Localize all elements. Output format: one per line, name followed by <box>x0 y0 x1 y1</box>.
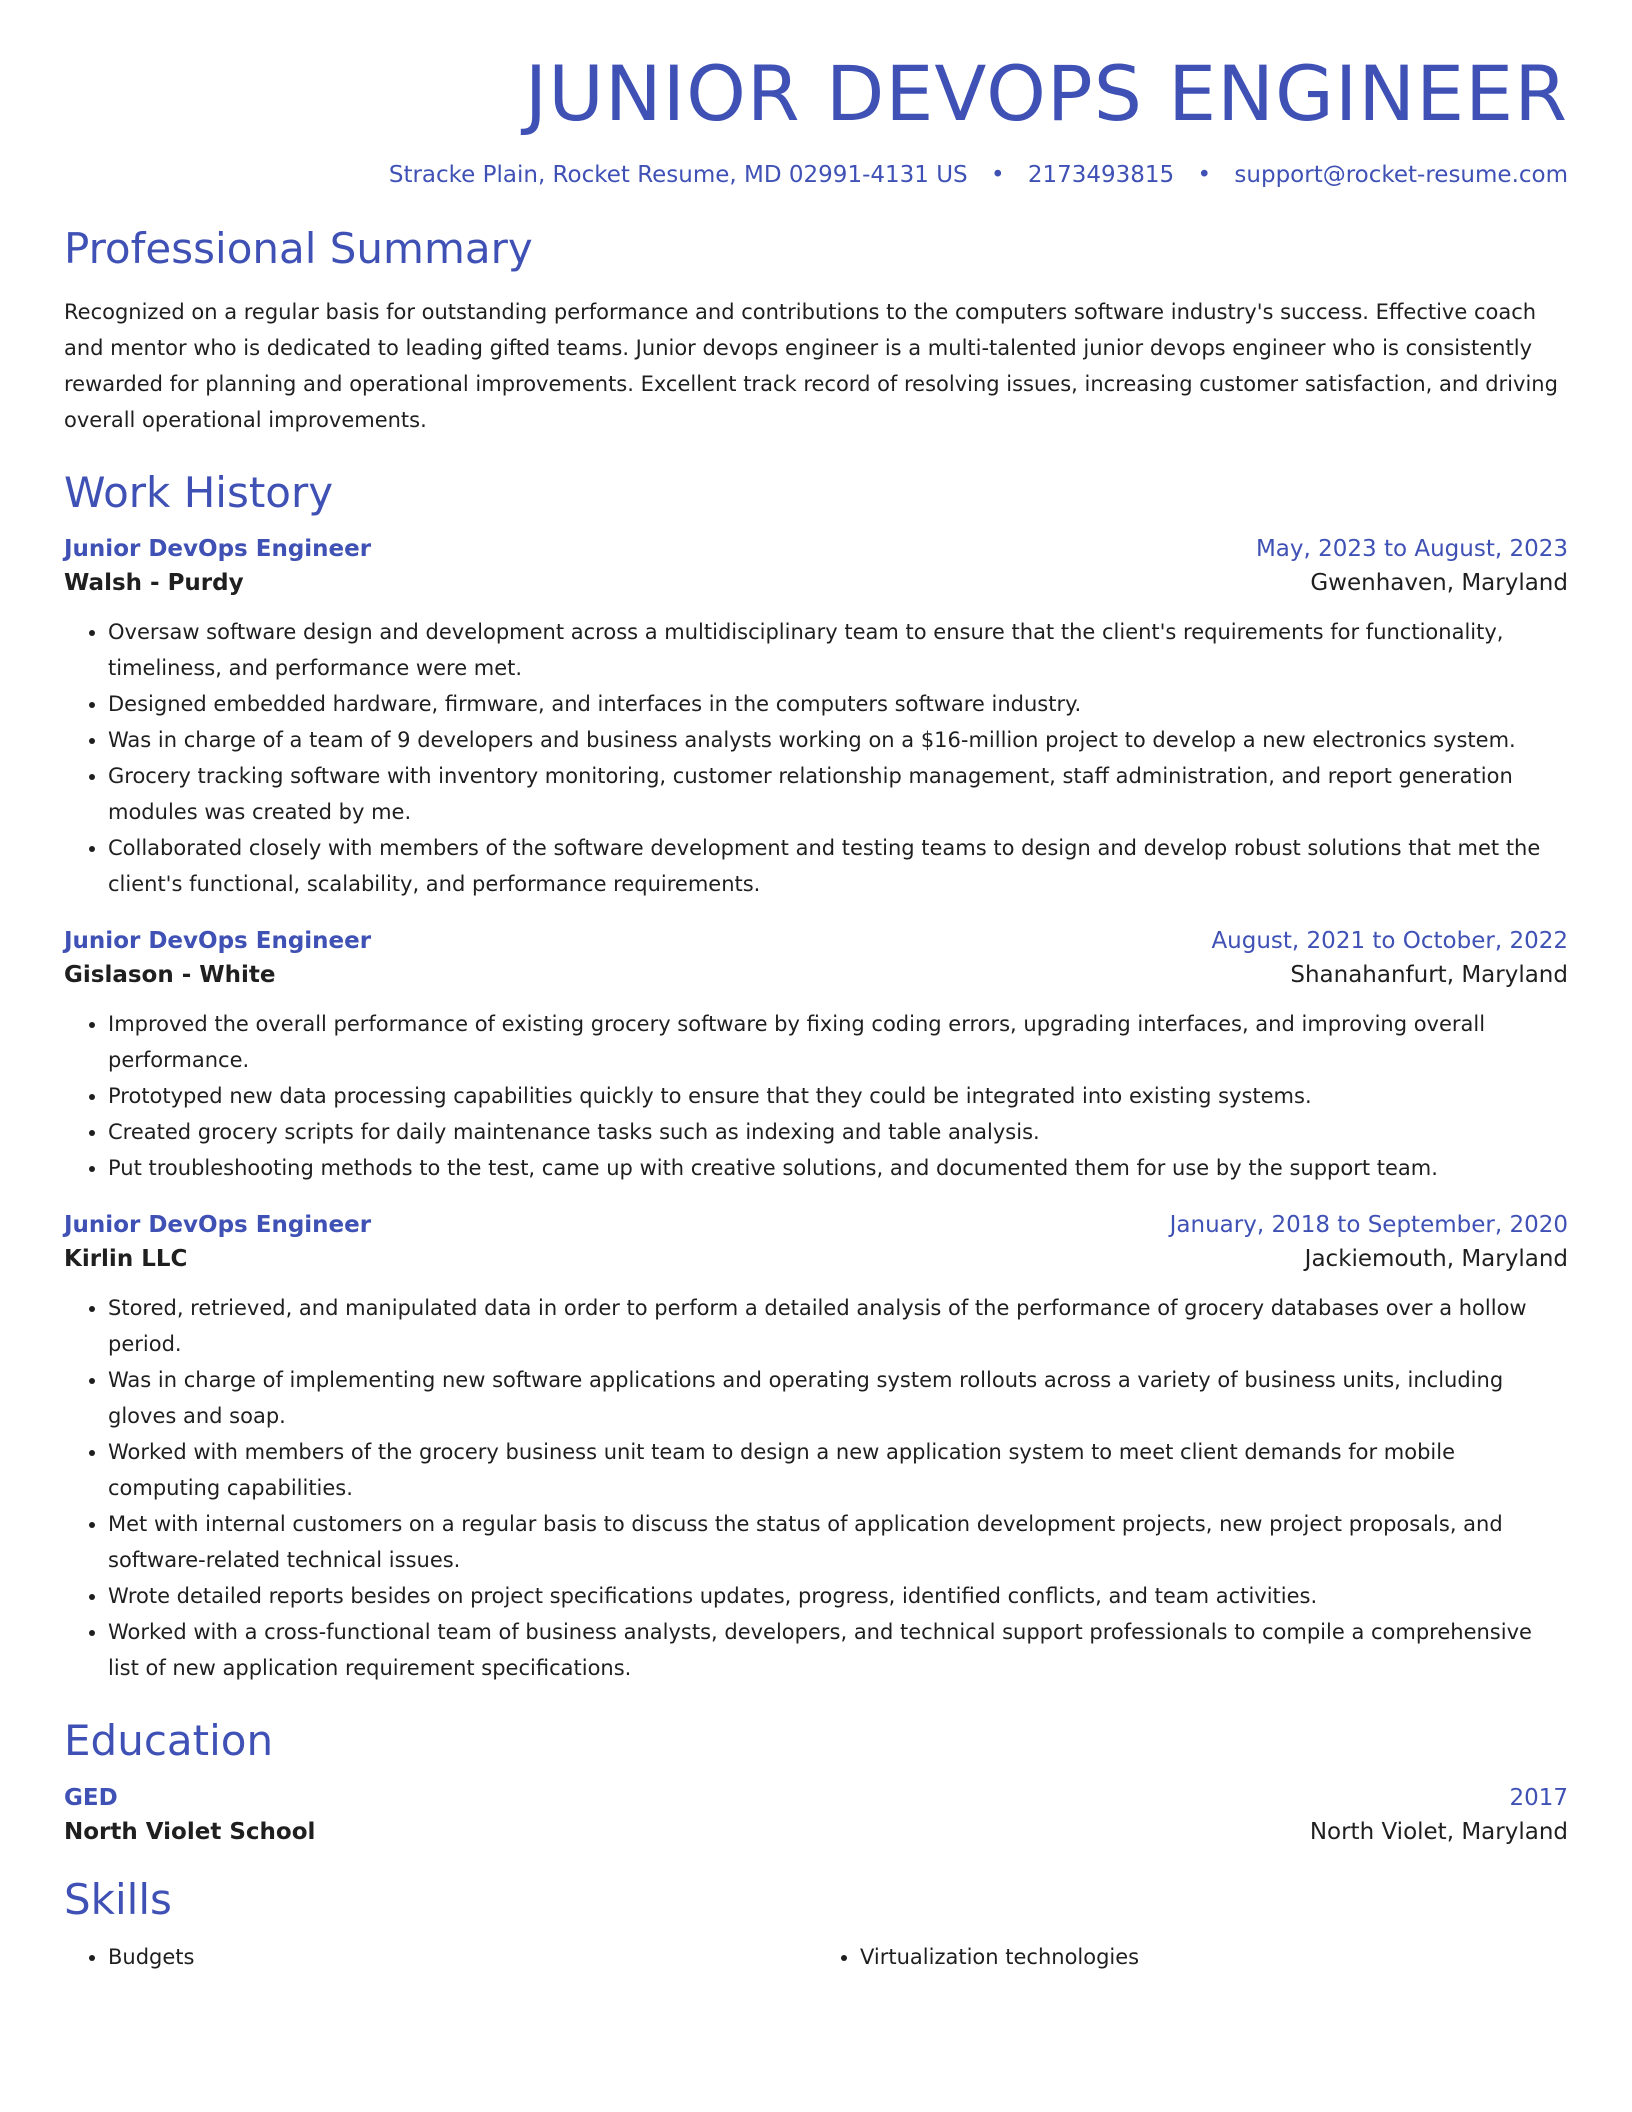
job-dates: August, 2021 to October, 2022 <box>1211 928 1568 955</box>
job-bullets <box>64 1006 1568 1186</box>
summary-text: Recognized on a regular basis for outstanding performance and contributions to the computers software industry's success. Effective coach and mentor who is dedicated to leading gifted teams. Junior devops engineer is a multi-talented junior devops engineer who is consistently rewarded for planning and operational improvements. Excellent track record of resolving issues, increasing customer satisfaction, and driving overall operational improvements. <box>64 299 1558 432</box>
job-bullets <box>64 614 1568 902</box>
job-bullet: • Was in charge of implementing new software applications and operating system rollouts across a variety of business units, including gloves and soap. <box>108 1362 1568 1434</box>
education-year: 2017 <box>1509 1784 1568 1811</box>
job-bullet: • Improved the overall performance of existing grocery software by fixing coding errors, upgrading interfaces, and improving overall performance. <box>108 1006 1568 1078</box>
education-section <box>64 1716 1568 1844</box>
job-location: Shanahanfurt, Maryland <box>1290 962 1568 989</box>
job-bullet: • Met with internal customers on a regular basis to discuss the status of application development projects, new project proposals, and software-related technical issues. <box>108 1506 1568 1578</box>
job-role: Junior DevOps Engineer <box>64 1212 372 1239</box>
skills-section <box>64 1875 1568 1975</box>
skills-column-left <box>64 1939 816 1975</box>
job-bullet: • Wrote detailed reports besides on project specifications updates, progress, identified conflicts, and team activities. <box>108 1578 1568 1614</box>
job-location: Gwenhaven, Maryland <box>1310 570 1568 597</box>
job-entry <box>64 1212 1568 1686</box>
job-title: JUNIOR DEVOPS ENGINEER <box>524 49 1568 138</box>
job-location: Jackiemouth, Maryland <box>1304 1246 1568 1273</box>
skill-item: • Budgets <box>108 1939 816 1975</box>
job-bullet: • Worked with a cross-functional team of business analysts, developers, and technical support professionals to compile a comprehensive list of new application requirement specifications. <box>108 1614 1568 1686</box>
job-entry <box>64 928 1568 1186</box>
contact-phone: 2173493815 <box>1027 161 1175 188</box>
job-bullet: • Worked with members of the grocery business unit team to design a new application system to meet client demands for mobile computing capabilities. <box>108 1434 1568 1506</box>
job-bullet: • Designed embedded hardware, firmware, and interfaces in the computers software industry. <box>108 686 1568 722</box>
job-bullet: • Created grocery scripts for daily maintenance tasks such as indexing and table analysis. <box>108 1114 1568 1150</box>
contact-email: support@rocket-resume.com <box>1234 161 1568 188</box>
resume-header <box>64 0 1568 188</box>
job-bullets <box>64 1290 1568 1686</box>
job-bullet: • Put troubleshooting methods to the test, came up with creative solutions, and documented them for use by the support team. <box>108 1150 1568 1186</box>
skill-item: • Virtualization technologies <box>860 1939 1568 1975</box>
job-role: Junior DevOps Engineer <box>64 928 372 955</box>
job-entry <box>64 536 1568 902</box>
education-degree: GED <box>64 1784 118 1811</box>
education-school: North Violet School <box>64 1818 316 1845</box>
summary-heading: Professional Summary <box>64 223 533 273</box>
job-bullet: • Was in charge of a team of 9 developers and business analysts working on a $16-million project to develop a new electronics system. <box>108 722 1568 758</box>
summary-section <box>64 224 1568 438</box>
job-bullet: • Collaborated closely with members of the software development and testing teams to design and develop robust solutions that met the client's functional, scalability, and performance requirements. <box>108 830 1568 902</box>
contact-separator: • <box>1197 161 1212 188</box>
job-bullet: • Oversaw software design and development across a multidisciplinary team to ensure that the client's requirements for functionality, timeliness, and performance were met. <box>108 614 1568 686</box>
job-role: Junior DevOps Engineer <box>64 536 372 563</box>
job-company: Kirlin LLC <box>64 1246 188 1273</box>
job-dates: January, 2018 to September, 2020 <box>1169 1212 1568 1239</box>
job-bullet: • Stored, retrieved, and manipulated data in order to perform a detailed analysis of the performance of grocery databases over a hollow period. <box>108 1290 1568 1362</box>
job-bullet: • Prototyped new data processing capabilities quickly to ensure that they could be integrated into existing systems. <box>108 1078 1568 1114</box>
job-dates: May, 2023 to August, 2023 <box>1255 536 1568 563</box>
education-entry <box>64 1785 1568 1845</box>
work-history-heading: Work History <box>64 467 334 517</box>
job-bullet: • Grocery tracking software with inventory monitoring, customer relationship management, staff administration, and report generation modules was created by me. <box>108 758 1568 830</box>
education-heading: Education <box>64 1716 274 1766</box>
job-company: Walsh - Purdy <box>64 570 244 597</box>
skills-grid <box>64 1939 1568 1975</box>
contact-line <box>64 162 1568 188</box>
skills-heading: Skills <box>64 1874 172 1924</box>
skills-column-right <box>816 1939 1568 1975</box>
contact-address: Stracke Plain, Rocket Resume, MD 02991-4131 US <box>388 161 968 188</box>
work-history-section <box>64 468 1568 1686</box>
education-location: North Violet, Maryland <box>1309 1818 1568 1845</box>
job-company: Gislason - White <box>64 962 276 989</box>
contact-separator: • <box>990 161 1005 188</box>
